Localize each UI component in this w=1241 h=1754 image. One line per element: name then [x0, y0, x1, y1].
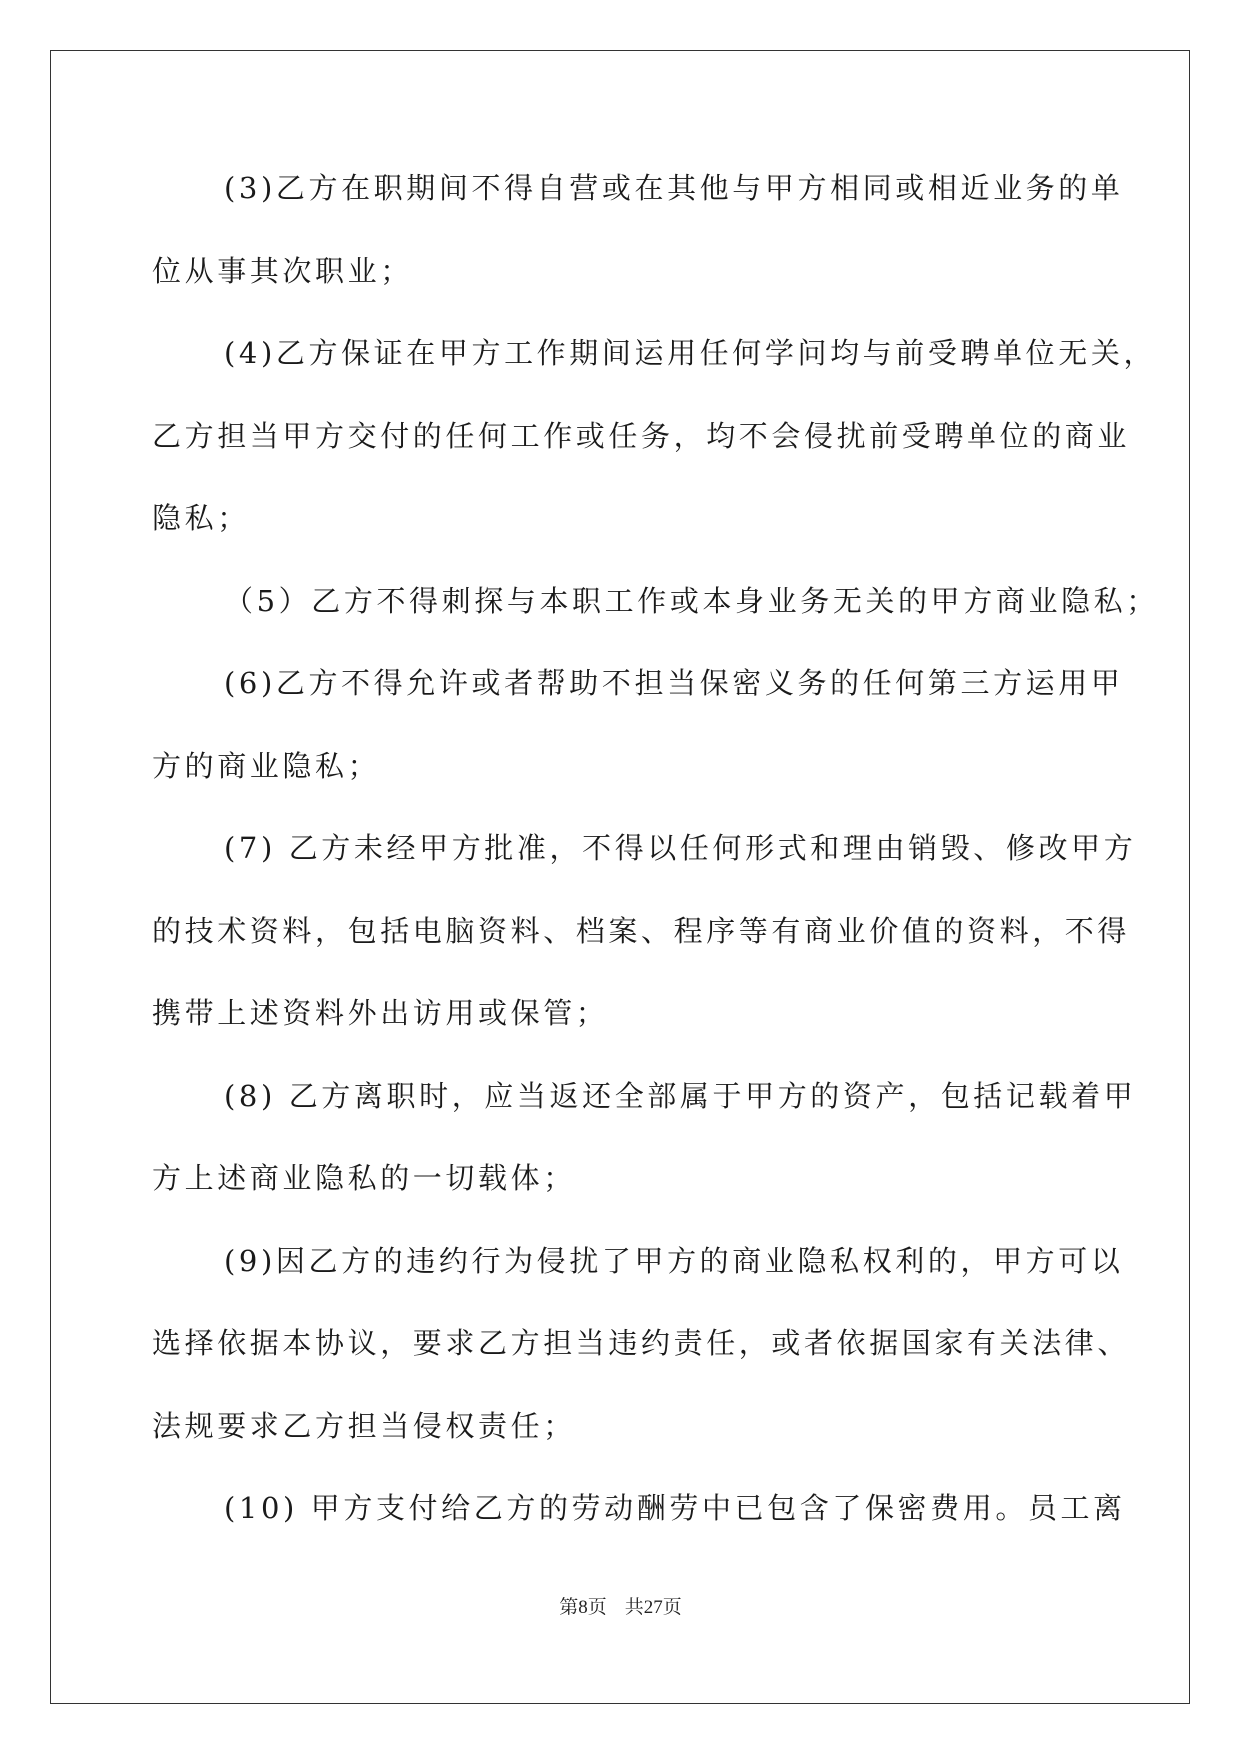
- text-line: 方上述商业隐私的一切载体；: [152, 1161, 576, 1195]
- text-line: (8) 乙方离职时，应当返还全部属于甲方的资产，包括记载着甲: [224, 1078, 1137, 1113]
- page-footer: [0, 1592, 1241, 1619]
- text-line: 乙方担当甲方交付的任何工作或任务，均不会侵扰前受聘单位的商业: [152, 418, 1131, 453]
- text-line: (3)乙方在职期间不得自营或在其他与甲方相同或相近业务的单: [224, 171, 1124, 205]
- text-line: (7) 乙方未经甲方批准，不得以任何形式和理由销毁、修改甲方: [224, 831, 1137, 865]
- page-number: 第8页: [559, 1597, 607, 1618]
- document-body: [152, 163, 1159, 1566]
- text-line: 位从事其次职业；: [152, 253, 413, 288]
- page-total: 共27页: [624, 1597, 682, 1618]
- text-line: 选择依据本协议，要求乙方担当违约责任，或者依据国家有关法律、: [152, 1326, 1131, 1360]
- text-line: (4)乙方保证在甲方工作期间运用任何学问均与前受聘单位无关，: [224, 336, 1157, 370]
- text-line: 的技术资料，包括电脑资料、档案、程序等有商业价值的资料，不得: [152, 913, 1131, 948]
- text-line: （5）乙方不得刺探与本职工作或本身业务无关的甲方商业隐私；: [224, 583, 1159, 618]
- text-line: 隐私；: [152, 501, 250, 535]
- text-line: (9)因乙方的违约行为侵扰了甲方的商业隐私权利的，甲方可以: [224, 1243, 1124, 1278]
- text-line: (6)乙方不得允许或者帮助不担当保密义务的任何第三方运用甲: [224, 666, 1124, 700]
- text-line: 携带上述资料外出访用或保管；: [152, 996, 609, 1030]
- text-line: 法规要求乙方担当侵权责任；: [152, 1408, 576, 1443]
- text-line: 方的商业隐私；: [152, 748, 381, 783]
- text-line: (10) 甲方支付给乙方的劳动酬劳中已包含了保密费用。员工离: [224, 1491, 1126, 1525]
